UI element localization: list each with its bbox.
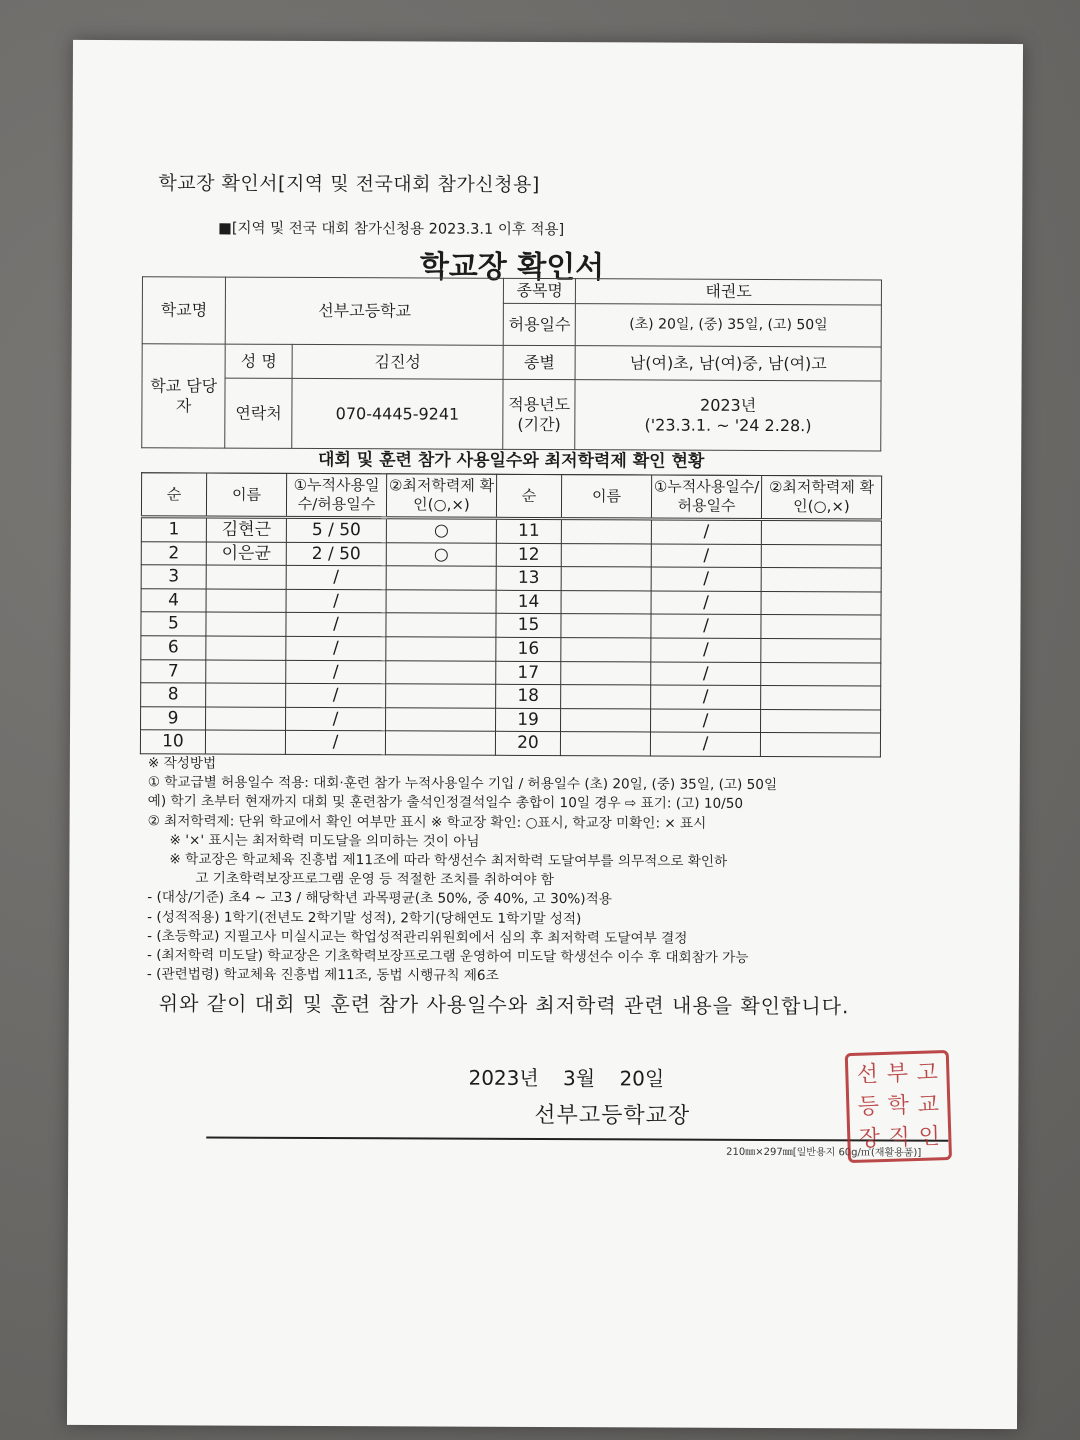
seal-character: 선 <box>856 1062 879 1088</box>
row-number: 9 <box>141 706 206 730</box>
min-achievement-check <box>385 731 495 755</box>
seal-character: 부 <box>886 1061 909 1087</box>
event-label: 종목명 <box>504 278 576 303</box>
used-days: / <box>651 544 761 568</box>
instruction-line: 고 기초학력보장프로그램 운영 등 적절한 조치를 취하여야 함 <box>195 870 554 889</box>
used-days: 2 / 50 <box>286 542 386 566</box>
min-achievement-check <box>761 519 881 544</box>
student-name <box>561 685 651 709</box>
row-number: 6 <box>141 636 206 660</box>
table-row <box>141 706 881 733</box>
seal-character: 교 <box>917 1092 940 1118</box>
header-no: 순 <box>496 474 561 518</box>
student-name <box>561 567 651 591</box>
used-days: / <box>286 613 386 637</box>
used-days: / <box>651 638 761 662</box>
seal-character: 등 <box>857 1094 880 1120</box>
school-name-label: 학교명 <box>142 277 226 344</box>
min-achievement-check <box>761 591 881 615</box>
document-paper <box>67 40 1023 1429</box>
min-achievement-check <box>761 568 881 592</box>
student-name <box>561 661 651 685</box>
application-notice: ■[지역 및 전국 대회 참가신청용 2023.3.1 이후 적용] <box>218 220 565 239</box>
min-achievement-check <box>386 708 496 732</box>
row-number: 3 <box>141 565 206 589</box>
seal-character: 장 <box>858 1126 881 1152</box>
used-days: / <box>286 684 386 708</box>
table-row <box>141 565 881 592</box>
min-achievement-check <box>386 684 496 708</box>
event-value: 태권도 <box>576 279 882 305</box>
row-number: 4 <box>141 589 206 613</box>
confirmation-text: 위와 같이 대회 및 훈련 참가 사용일수와 최저학력 관련 내용을 확인합니다. <box>158 991 850 1019</box>
school-name-value: 선부고등학교 <box>226 277 504 345</box>
student-name <box>206 683 286 707</box>
student-name <box>206 565 286 589</box>
table-row <box>141 659 881 686</box>
row-number: 20 <box>495 732 560 756</box>
header-days: ①누적사용일수/허용일수 <box>286 473 386 517</box>
student-name <box>206 636 286 660</box>
used-days: / <box>286 589 386 613</box>
seal-character: 학 <box>887 1093 910 1119</box>
row-number: 7 <box>141 659 206 683</box>
student-name <box>561 708 651 732</box>
instruction-line: - (관련법령) 학교체육 진흥법 제11조, 동법 시행규칙 제6조 <box>146 966 499 985</box>
issue-date: 2023년 3월 20일 <box>468 1065 665 1091</box>
used-days: / <box>651 709 761 733</box>
period-value: ('23.3.1. ~ '24 2.28.) <box>644 414 812 435</box>
min-achievement-check <box>761 709 881 733</box>
min-achievement-check <box>386 637 496 661</box>
allowed-days-value: (초) 20일, (중) 35일, (고) 50일 <box>576 304 882 347</box>
min-achievement-check: ○ <box>386 542 496 566</box>
type-label: 종별 <box>503 345 575 379</box>
row-number: 10 <box>140 730 205 754</box>
min-achievement-check <box>761 662 881 686</box>
min-achievement-check: ○ <box>386 518 496 543</box>
row-number: 17 <box>496 661 561 685</box>
instruction-line: ① 학교급별 허용일수 적용: 대회·훈련 참가 누적사용일수 기입 / 허용일수 (초) 20일, (중) 35일, (고) 50일 <box>147 774 778 794</box>
official-seal <box>845 1050 952 1163</box>
table-row <box>141 589 881 616</box>
instruction-line: - (초등학교) 지필고사 미실시교는 학업성적관리위원회에서 심의 후 최저학력 도달여부 결정 <box>147 928 688 947</box>
row-number: 8 <box>141 683 206 707</box>
used-days: / <box>286 660 386 684</box>
student-name <box>561 614 651 638</box>
min-achievement-check <box>761 544 881 568</box>
instruction-line: - (대상/기준) 초4 ~ 고3 / 해당학년 과목평균(초 50%, 중 40%, 고 30%)적용 <box>147 889 612 908</box>
row-number: 1 <box>141 517 206 542</box>
year-label: 적용년도 (기간) <box>503 379 576 449</box>
table-row <box>141 541 881 568</box>
file-title: 학교장 확인서[지역 및 전국대회 참가신청용] <box>158 172 540 196</box>
row-number: 11 <box>496 518 561 543</box>
student-name <box>206 707 286 731</box>
header-no: 순 <box>141 473 206 517</box>
principal-signature: 선부고등학교장 <box>534 1102 691 1129</box>
seal-character: 직 <box>888 1125 911 1151</box>
table-row <box>141 612 881 639</box>
student-name <box>560 732 650 756</box>
used-days: / <box>651 685 761 709</box>
used-days: / <box>285 731 385 755</box>
min-achievement-check <box>386 590 496 614</box>
manager-label: 학교 담당자 <box>142 344 226 448</box>
table-row <box>141 517 881 545</box>
row-number: 15 <box>496 614 561 638</box>
table-row <box>140 730 880 757</box>
used-days: / <box>286 636 386 660</box>
min-achievement-check <box>386 566 496 590</box>
min-achievement-check <box>386 660 496 684</box>
used-days: / <box>286 707 386 731</box>
min-achievement-check <box>761 615 881 639</box>
seal-character: 고 <box>916 1060 939 1086</box>
header-name: 이름 <box>561 475 651 519</box>
used-days: / <box>651 519 761 544</box>
paper-size-note: 210㎜×297㎜[일반용지 60g/㎡(재활용품)] <box>726 1146 922 1159</box>
student-name <box>206 660 286 684</box>
student-name <box>561 590 651 614</box>
student-name <box>206 589 286 613</box>
min-achievement-check <box>760 733 880 757</box>
instruction-line: ※ 학교장은 학교체육 진흥법 제11조에 따라 학생선수 최저학력 도달여부를 의무적으로 확인하 <box>169 851 728 870</box>
row-number: 14 <box>496 590 561 614</box>
student-name: 김현근 <box>206 517 286 542</box>
student-name <box>561 638 651 662</box>
student-name <box>561 543 651 567</box>
row-number: 13 <box>496 566 561 590</box>
row-number: 18 <box>496 684 561 708</box>
school-info-table <box>141 276 882 451</box>
student-name <box>205 730 285 754</box>
row-number: 2 <box>141 541 206 565</box>
year-value: 2023년 <box>699 395 757 416</box>
instructions <box>147 754 898 988</box>
document-title: 학교장 확인서 <box>419 249 605 286</box>
row-number: 16 <box>496 637 561 661</box>
instruction-line: ※ '×' 표시는 최저학력 미도달을 의미하는 것이 아님 <box>169 832 480 850</box>
used-days: / <box>651 567 761 591</box>
contact-label: 연락처 <box>225 378 292 448</box>
seal-character: 인 <box>918 1124 941 1150</box>
used-days: / <box>651 591 761 615</box>
student-name <box>206 612 286 636</box>
used-days: 5 / 50 <box>286 517 386 542</box>
student-name: 이은균 <box>206 542 286 566</box>
used-days: / <box>651 662 761 686</box>
header-min: ②최저학력제 확인(○,×) <box>386 474 496 518</box>
status-table <box>140 472 882 757</box>
used-days: / <box>650 732 760 756</box>
used-days: / <box>651 614 761 638</box>
header-min: ②최저학력제 확인(○,×) <box>761 475 881 520</box>
min-achievement-check <box>761 686 881 710</box>
instruction-line: ② 최저학력제: 단위 학교에서 확인 여부만 표시 ※ 학교장 확인: ○표시, 학교장 미확인: × 표시 <box>147 812 707 832</box>
min-achievement-check <box>761 638 881 662</box>
row-number: 19 <box>496 708 561 732</box>
status-table-body <box>140 517 881 757</box>
min-achievement-check <box>386 613 496 637</box>
table-row <box>141 636 881 663</box>
row-number: 12 <box>496 543 561 567</box>
header-name: 이름 <box>206 473 286 517</box>
instruction-line: ※ 작성방법 <box>147 755 217 772</box>
used-days: / <box>286 566 386 590</box>
manager-name-value: 김진성 <box>292 344 503 379</box>
instruction-line: 예) 학기 초부터 현재까지 대회 및 훈련참가 출석인정결석일수 총합이 10일 경우 ⇨ 표기: (고) 10/50 <box>147 793 744 813</box>
instruction-line: - (성적적용) 1학기(전년도 2학기말 성적), 2학기(당해연도 1학기말 성적) <box>147 908 582 927</box>
student-name <box>561 519 651 544</box>
instruction-line: - (최저학력 미도달) 학교장은 기초학력보장프로그램 운영하여 미도달 학생선수 이수 후 대회참가 가능 <box>146 947 749 966</box>
bottom-divider <box>206 1137 948 1142</box>
type-value: 남(여)초, 남(여)중, 남(여)고 <box>575 346 881 381</box>
row-number: 5 <box>141 612 206 636</box>
year-cell <box>575 380 881 451</box>
allowed-days-label: 허용일수 <box>503 303 575 345</box>
manager-name-label: 성 명 <box>225 344 292 378</box>
contact-value: 070-4445-9241 <box>292 378 503 449</box>
header-days: ①누적사용일수/허용일수 <box>651 475 761 519</box>
status-table-title: 대회 및 훈련 참가 사용일수와 최저학력제 확인 현황 <box>141 446 881 476</box>
table-row <box>141 683 881 710</box>
